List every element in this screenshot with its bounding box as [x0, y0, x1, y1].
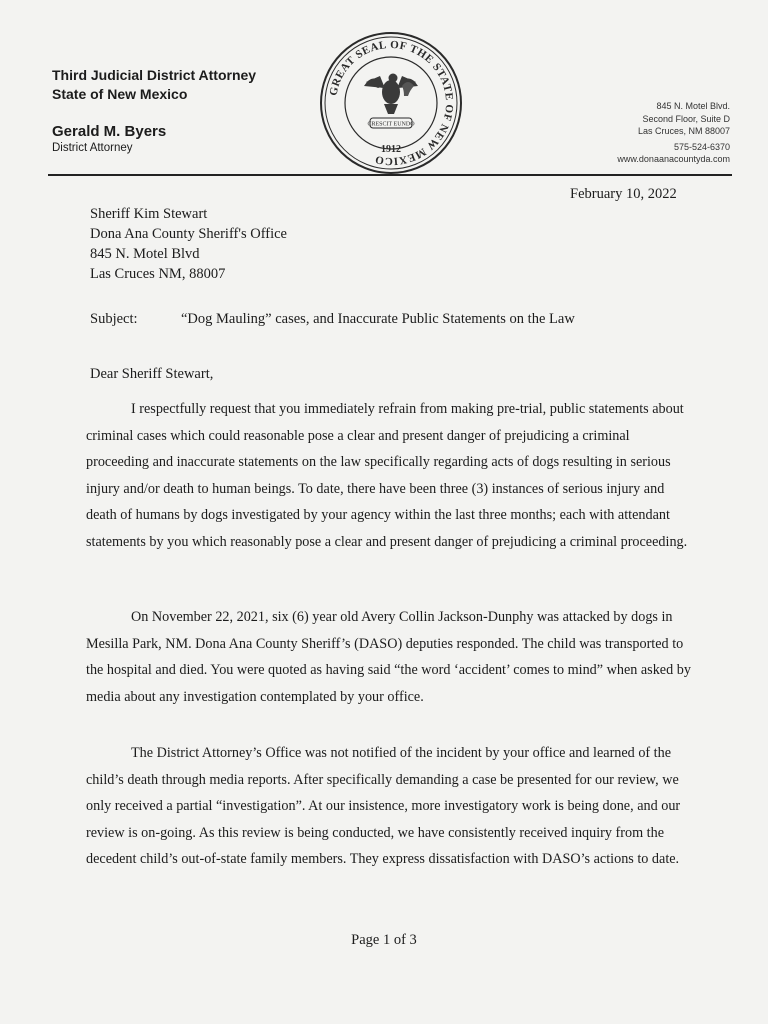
- office-name-line1: Third Judicial District Attorney: [52, 67, 257, 83]
- letterhead-left: [52, 66, 256, 156]
- paragraph-text: On November 22, 2021, six (6) year old Avery Collin Jackson-Dunphy was attacked by dogs in Mesilla Park, NM. Dona Ana County Sheriff’s (DASO) deputies responded. The child was transported to the hospital and died. You were quoted as having said “the word ‘accident’ comes to mind” when asked by media about any investigation contemplated by your office.: [86, 609, 691, 705]
- recipient-line2: Dona Ana County Sheriff's Office: [90, 226, 287, 242]
- district-attorney-name: Gerald M. Byers: [52, 123, 167, 140]
- subject-label: Subject:: [90, 311, 138, 327]
- district-attorney-title: District Attorney: [52, 142, 133, 154]
- address-line1: 845 N. Motel Blvd.: [656, 101, 730, 111]
- seal-eagle-icon: [364, 74, 418, 115]
- seal-scroll-motto: CRESCIT EUNDO: [367, 121, 415, 128]
- recipient-line3: 845 N. Motel Blvd: [90, 246, 200, 262]
- body-paragraph-2: [86, 604, 696, 710]
- seal-ring-text: GREAT SEAL OF THE STATE OF NEW MEXICO: [327, 38, 456, 168]
- recipient-line1: Sheriff Kim Stewart: [90, 206, 208, 222]
- subject-line: [90, 311, 575, 328]
- paragraph-text: I respectfully request that you immediately refrain from making pre-trial, public statements about criminal cases which could reasonable pose a clear and present danger of prejudicing a criminal proceeding and inaccurate statements on the law specifically regarding acts of dogs resulting in serious injury and/or death to human beings. To date, there have been three (3) instances of serious injury and death of humans by dogs investigated by your agency within the last three months; each with attendant statements by you which reasonably pose a clear and present danger of prejudicing a criminal proceeding.: [86, 401, 688, 550]
- header-divider: [48, 174, 732, 176]
- state-seal-icon: [318, 30, 464, 176]
- phone-number: 575-524-6370: [673, 141, 730, 152]
- seal-year: 1912: [381, 144, 401, 155]
- subject-text: “Dog Mauling” cases, and Inaccurate Public Statements on the Law: [181, 311, 575, 327]
- recipient-address: [90, 204, 287, 284]
- letter-date: February 10, 2022: [570, 186, 677, 202]
- letterhead-contact: [617, 100, 730, 166]
- office-name-line2: State of New Mexico: [52, 86, 188, 102]
- paragraph-text: The District Attorney’s Office was not notified of the incident by your office and learned of the child’s death through media reports. After specifically demanding a case be presented for our review, we only received a partial “investigation”. At our insistence, more investigatory work is being done, and our review is on-going. As this review is being conducted, we have consistently received inquiry from the decedent child’s out-of-state family members. They express dissatisfaction with DASO’s actions to date.: [86, 745, 681, 868]
- recipient-line4: Las Cruces NM, 88007: [90, 266, 226, 282]
- body-paragraph-3: [86, 740, 696, 873]
- body-paragraph-1: [86, 396, 696, 556]
- seal-small-eagle-icon: [402, 82, 414, 96]
- address-line3: Las Cruces, NM 88007: [637, 126, 730, 136]
- page-number: Page 1 of 3: [351, 932, 417, 948]
- website: www.donaanacountyda.com: [617, 154, 730, 164]
- address-line2: Second Floor, Suite D: [642, 113, 730, 124]
- salutation: Dear Sheriff Stewart,: [90, 366, 214, 382]
